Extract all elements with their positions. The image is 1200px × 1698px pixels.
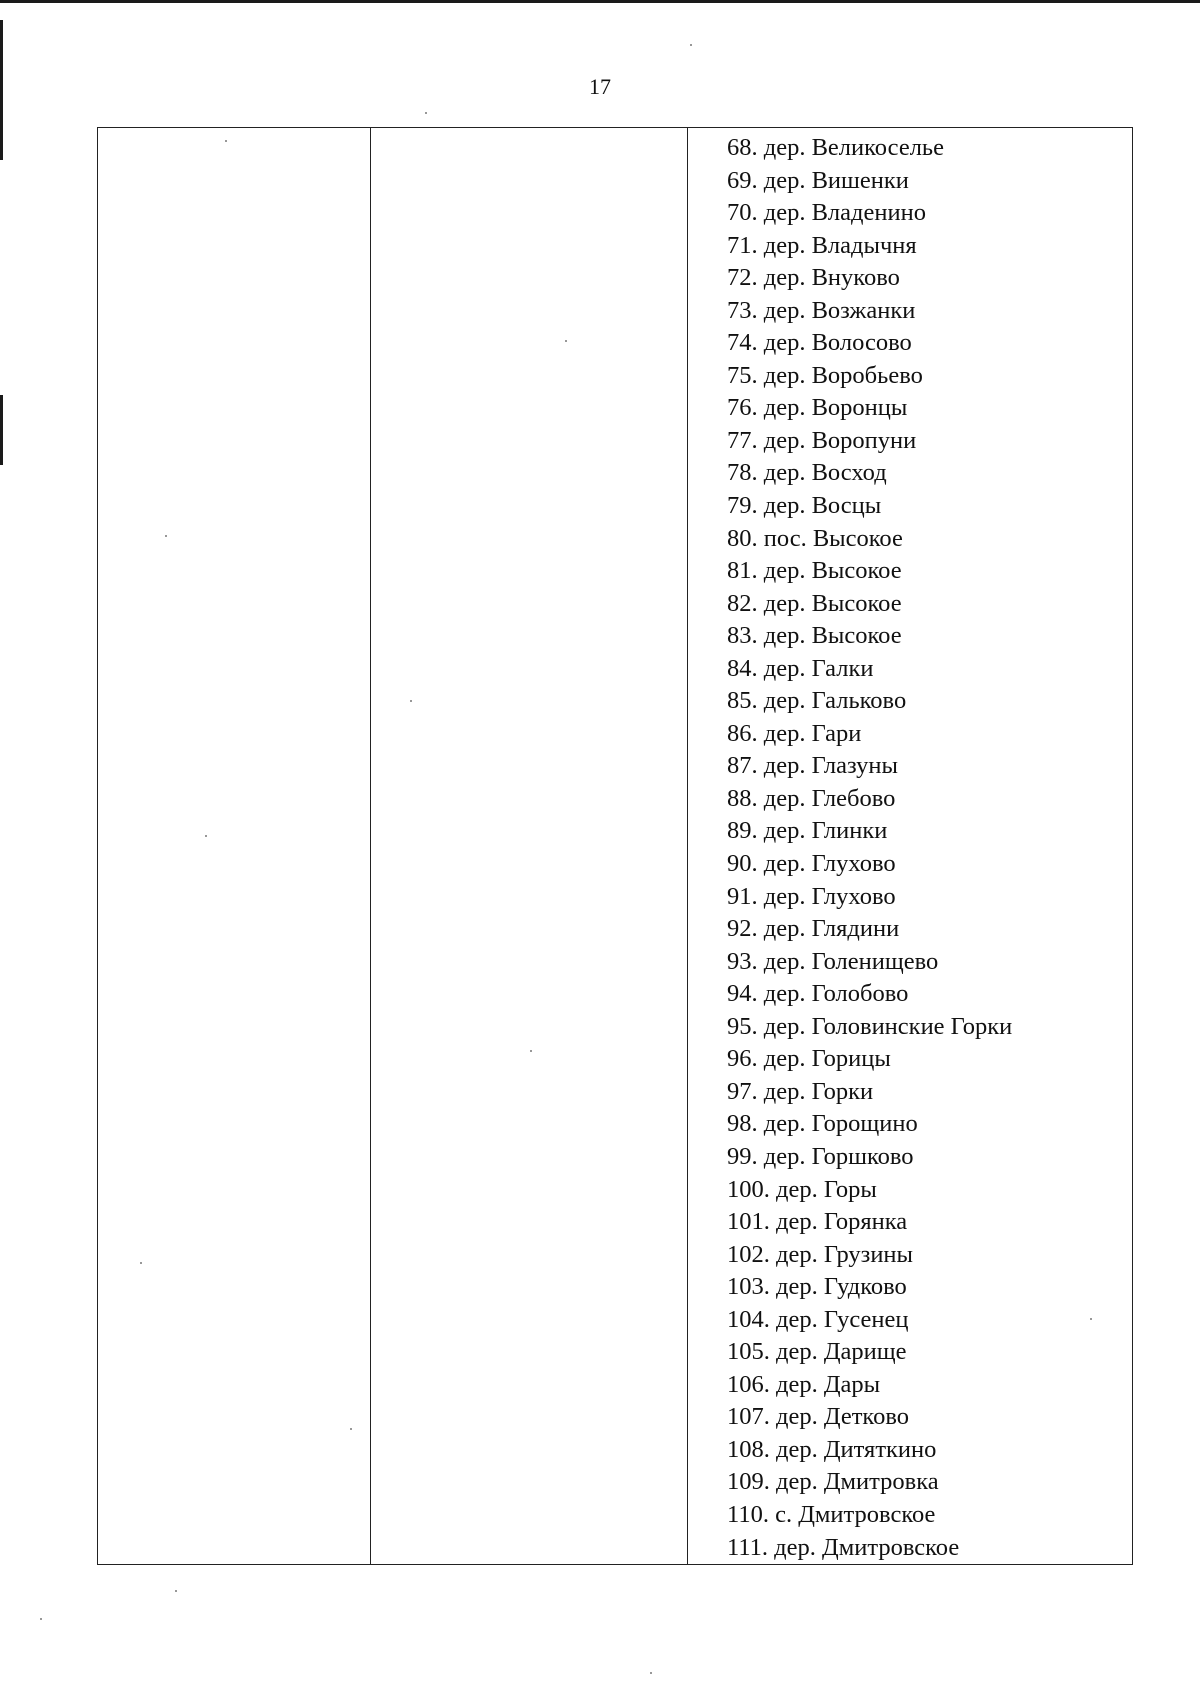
list-item: 102. дер. Грузины <box>727 1240 913 1268</box>
list-item: 95. дер. Головинские Горки <box>727 1012 1013 1040</box>
list-item: 79. дер. Восцы <box>727 492 882 520</box>
table-cell-col2 <box>371 128 688 1565</box>
scan-speck <box>1090 1318 1092 1320</box>
list-item: 72. дер. Внуково <box>727 264 900 292</box>
settlement-list <box>688 128 1132 1564</box>
list-item: 90. дер. Глухово <box>727 850 896 878</box>
scan-left-border <box>0 395 3 465</box>
list-item: 97. дер. Горки <box>727 1077 874 1105</box>
list-item: 75. дер. Воробьево <box>727 361 923 389</box>
scan-top-border <box>0 0 1200 3</box>
scan-speck <box>530 1050 532 1052</box>
list-item: 87. дер. Глазуны <box>727 752 898 780</box>
list-item: 76. дер. Воронцы <box>727 394 908 422</box>
scan-speck <box>410 700 412 702</box>
list-item: 96. дер. Горицы <box>727 1045 891 1073</box>
list-item: 69. дер. Вишенки <box>727 166 909 194</box>
list-item: 68. дер. Великоселье <box>727 134 944 161</box>
list-item: 110. с. Дмитровское <box>727 1500 936 1528</box>
list-item: 93. дер. Голенищево <box>727 947 939 975</box>
list-item: 109. дер. Дмитровка <box>727 1468 939 1496</box>
list-item: 81. дер. Высокое <box>727 557 902 585</box>
list-item: 84. дер. Галки <box>727 654 874 682</box>
list-item: 85. дер. Гальково <box>727 687 907 715</box>
list-item: 74. дер. Волосово <box>727 329 912 357</box>
list-item: 78. дер. Восход <box>727 459 887 487</box>
list-item: 99. дер. Горшково <box>727 1142 914 1170</box>
list-item: 70. дер. Владенино <box>727 199 926 227</box>
settlements-table <box>97 127 1133 1565</box>
list-item: 89. дер. Глинки <box>727 817 888 845</box>
list-item: 107. дер. Детково <box>727 1403 909 1431</box>
scan-speck <box>205 835 207 837</box>
list-item: 111. дер. Дмитровское <box>727 1533 960 1561</box>
list-item: 91. дер. Глухово <box>727 882 896 910</box>
scan-speck <box>650 1672 652 1674</box>
scan-speck <box>140 1262 142 1264</box>
scan-speck <box>350 1428 352 1430</box>
list-item: 73. дер. Возжанки <box>727 296 916 324</box>
scan-speck <box>425 112 427 114</box>
scan-speck <box>40 1618 42 1620</box>
list-item: 103. дер. Гудково <box>727 1273 907 1301</box>
list-item: 105. дер. Дарище <box>727 1338 907 1366</box>
list-item: 94. дер. Голобово <box>727 980 909 1008</box>
list-item: 106. дер. Дары <box>727 1370 881 1398</box>
scan-speck <box>690 44 692 46</box>
list-item: 82. дер. Высокое <box>727 589 902 617</box>
scan-speck <box>165 535 167 537</box>
list-item: 80. пос. Высокое <box>727 524 903 552</box>
list-item: 71. дер. Владычня <box>727 231 917 259</box>
list-item: 100. дер. Горы <box>727 1175 877 1203</box>
table-cell-settlements <box>688 128 1133 1565</box>
scan-speck <box>225 140 227 142</box>
list-item: 77. дер. Воропуни <box>727 426 917 454</box>
list-item: 101. дер. Горянка <box>727 1208 908 1236</box>
table-row <box>98 128 1133 1565</box>
list-item: 88. дер. Глебово <box>727 784 896 812</box>
list-item: 86. дер. Гари <box>727 719 862 747</box>
scan-speck <box>175 1590 177 1592</box>
page-number: 17 <box>589 74 611 99</box>
list-item: 108. дер. Дитяткино <box>727 1435 937 1463</box>
list-item: 92. дер. Глядини <box>727 915 900 943</box>
list-item: 98. дер. Горощино <box>727 1110 918 1138</box>
scan-speck <box>565 340 567 342</box>
list-item: 104. дер. Гусенец <box>727 1305 909 1333</box>
list-item: 83. дер. Высокое <box>727 622 902 650</box>
table-cell-col1 <box>98 128 371 1565</box>
